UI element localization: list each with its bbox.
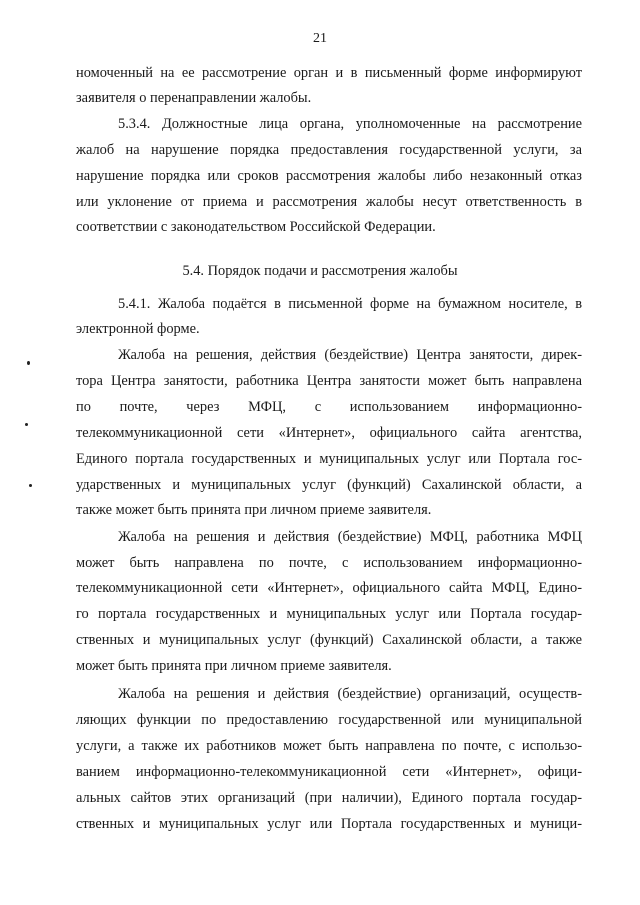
paragraph-line: ванием информационно-телекоммуникационной сети «Интернет», офици-: [76, 764, 582, 780]
paragraph-line: электронной форме.: [76, 321, 200, 337]
scan-speck: [29, 484, 32, 487]
page-number: 21: [313, 31, 327, 46]
paragraph-line: может быть направлена по почте, с использованием информационно-: [76, 555, 582, 571]
paragraph-line: заявителя о перенаправлении жалобы.: [76, 90, 312, 106]
paragraph-line: может быть принята при личном приеме заявителя.: [76, 658, 392, 674]
paragraph-line: ственных и муниципальных услуг (функций) Сахалинской области, а также: [76, 632, 582, 648]
paragraph-line: ляющих функции по предоставлению государственной или муниципальной: [76, 712, 582, 728]
paragraph-line: тора Центра занятости, работника Центра занятости может быть направлена: [76, 373, 582, 389]
paragraph-line: Жалоба на решения, действия (бездействие) Центра занятости, дирек-: [118, 347, 582, 363]
paragraph-line: Единого портала государственных и муниципальных услуг или Портала гос-: [76, 451, 582, 467]
paragraph-line: соответствии с законодательством Российской Федерации.: [76, 219, 436, 235]
paragraph-line: Жалоба на решения и действия (бездействие) МФЦ, работника МФЦ: [118, 529, 582, 545]
paragraph-line: по почте, через МФЦ, с использованием информационно-: [76, 399, 582, 415]
paragraph-line: номоченный на ее рассмотрение орган и в письменный форме информируют: [76, 65, 582, 81]
paragraph-line: жалоб на нарушение порядка предоставления государственной услуги, за: [76, 142, 582, 158]
paragraph-line: нарушение порядка или сроков рассмотрения жалобы либо незаконный отказ: [76, 168, 582, 184]
paragraph-line: также может быть принята при личном приеме заявителя.: [76, 502, 432, 518]
scan-speck: [27, 361, 30, 365]
paragraph-line: 5.3.4. Должностные лица органа, уполномоченные на рассмотрение: [118, 116, 582, 132]
section-heading: 5.4. Порядок подачи и рассмотрения жалобы: [182, 263, 458, 279]
paragraph-line: го портала государственных и муниципальных услуг или Портала государ-: [76, 606, 582, 622]
paragraph-line: телекоммуникационной сети «Интернет», официального сайта агентства,: [76, 425, 582, 441]
paragraph-line: 5.4.1. Жалоба подаётся в письменной форме на бумажном носителе, в: [118, 296, 582, 312]
paragraph-line: альных сайтов этих организаций (при наличии), Единого портала государ-: [76, 790, 582, 806]
paragraph-line: или уклонение от приема и рассмотрения жалобы несут ответственность в: [76, 194, 582, 210]
paragraph-line: телекоммуникационной сети «Интернет», официального сайта МФЦ, Едино-: [76, 580, 582, 596]
paragraph-line: ственных и муниципальных услуг или Портала государственных и муници-: [76, 816, 582, 832]
paragraph-line: ударственных и муниципальных услуг (функций) Сахалинской области, а: [76, 477, 582, 493]
scan-speck: [25, 423, 28, 426]
paragraph-line: услуги, а также их работников может быть направлена по почте, с использо-: [76, 738, 582, 754]
paragraph-line: Жалоба на решения и действия (бездействие) организаций, осуществ-: [118, 686, 582, 702]
